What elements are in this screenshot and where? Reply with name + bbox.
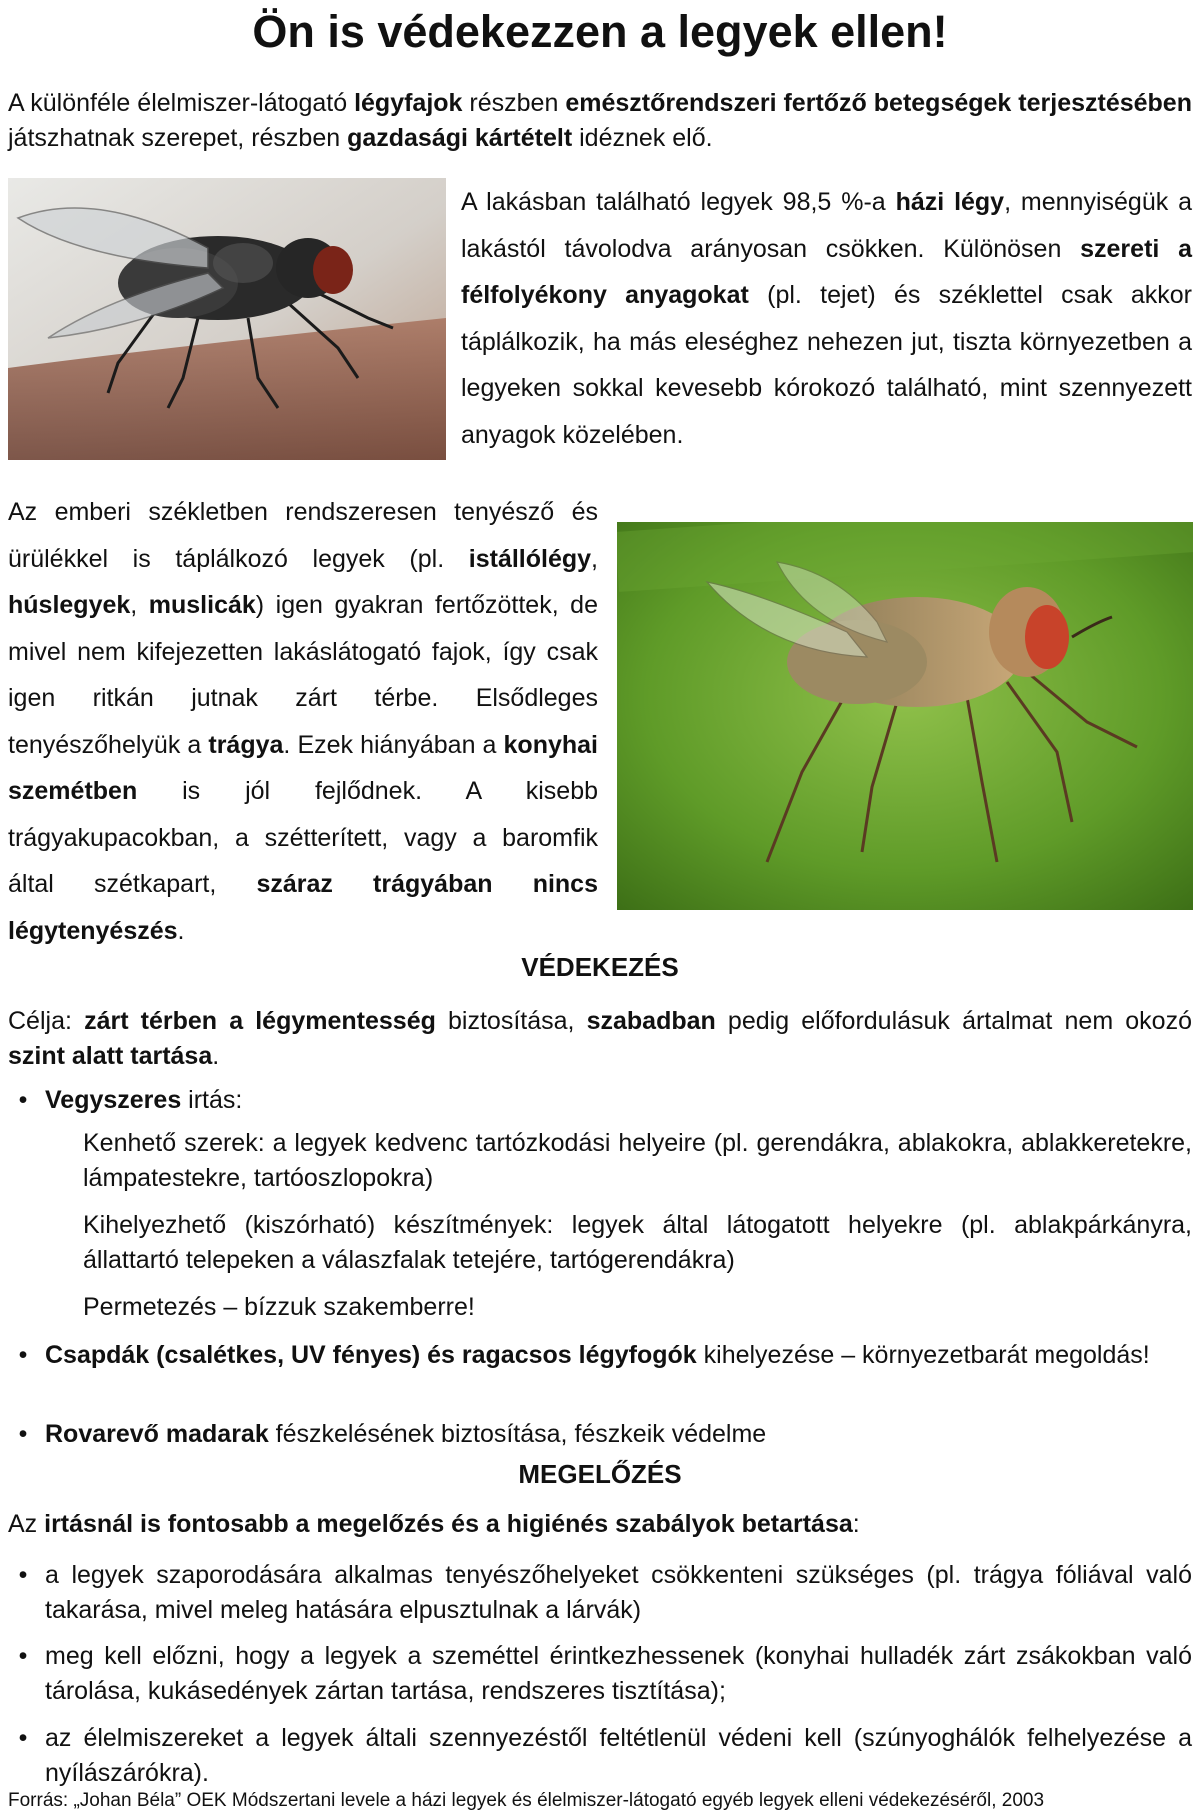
text-run: részben: [462, 89, 566, 117]
text-run: . Ezek hiányában a: [283, 730, 504, 759]
bold-text: irtásnál is fontosabb a megelőzés és a higiénés szabályok betartása: [44, 1510, 853, 1538]
text-run: Az emberi székletben rendszeresen tenyésző és ürülékkel is táplálkozó legyek (pl.: [8, 498, 598, 573]
text-run: :: [852, 1510, 860, 1538]
text-run: pedig előfordulásuk ártalmat nem okozó: [715, 1007, 1192, 1035]
stable-fly-photo: [617, 522, 1193, 910]
prevention-item-text: meg kell előzni, hogy a legyek a szeméttel érintkezhessenek (konyhai hulladék zárt zsákokban való tárolása, kukásedények zártan tartása, rendszeres tisztítása);: [45, 1642, 1192, 1705]
text-run: ,: [591, 544, 598, 573]
chemical-item: Kihelyezhető (kiszórható) készítmények: legyek által látogatott helyekre (pl. ablakpárkányra, állattartó telepeken a válaszfalak tetejére, tartógerendákra): [83, 1211, 1192, 1274]
bullet-symbol: •: [18, 1724, 28, 1752]
bullet-birds-text: [45, 1417, 1192, 1452]
bold-text: muslicák: [148, 591, 256, 619]
protection-heading: VÉDEKEZÉS: [521, 952, 679, 982]
prevention-intro: [8, 1507, 1192, 1542]
text-run: (pl. tejet) és széklettel csak akkor táplálkozik, ha más eleséghez nehezen jut, tiszta környezetben a legyeken sokkal kevesebb kórokozó található, mint szennyezett anyagok közelében.: [461, 281, 1192, 449]
text-run: A lakásban található legyek 98,5 %-a: [461, 188, 896, 216]
prevention-item-text: az élelmiszereket a legyek általi szennyezéstől feltétlenül védeni kell (szúnyoghálók felhelyezése a nyílászárókra).: [45, 1724, 1192, 1787]
text-run: ) igen gyakran fertőzöttek, de mivel nem kifejezetten lakáslátogató fajok, így csak igen ritkán jutnak zárt térbe. Elsődleges tenyészőhelyük a: [8, 591, 598, 759]
prevention-heading: MEGELŐZÉS: [518, 1459, 682, 1489]
source-citation: Forrás: „Johan Béla” OEK Módszertani levele a házi legyek és élelmiszer-látogató egyéb legyek elleni védekezéséről, 2003: [8, 1790, 1045, 1811]
text-run: .: [177, 916, 185, 945]
house-fly-paragraph: [461, 179, 1192, 458]
other-flies-paragraph: [8, 489, 598, 954]
prevention-item: [8, 1639, 1192, 1709]
text-run: A különféle élelmiszer-látogató: [8, 89, 355, 117]
prevention-item: [8, 1558, 1192, 1628]
bold-text: szereti a félfolyékony anyagokat: [461, 234, 1192, 309]
page-title: Ön is védekezzen a legyek ellen!: [252, 6, 948, 57]
text-run: kihelyezése – környezetbarát megoldás!: [696, 1341, 1150, 1369]
bold-text: házi légy: [895, 188, 1005, 216]
text-run: idéznek elő.: [572, 124, 713, 152]
bullet-birds: [8, 1417, 1192, 1452]
bold-text: zárt térben a légymentesség: [84, 1007, 436, 1035]
bullet-symbol: •: [18, 1420, 28, 1448]
bold-text: szabadban: [586, 1007, 716, 1035]
bold-text: húslegyek: [8, 591, 131, 619]
bullet-traps: [8, 1338, 1192, 1373]
bullet-symbol: •: [18, 1561, 28, 1589]
bold-text: szint alatt tartása: [8, 1042, 213, 1070]
bold-text: emésztőrendszeri fertőző betegségek terjesztésében: [565, 89, 1192, 117]
bold-text: gazdasági kártételt: [347, 124, 573, 152]
text-run: , mennyiségük a lakástól távolodva arányosan csökken. Különösen: [461, 188, 1193, 263]
bullet-symbol: •: [18, 1341, 28, 1369]
bold-text: trágya: [208, 730, 284, 759]
bold-text: Csapdák (csalétkes, UV fényes) és ragacsos légyfogók: [45, 1341, 697, 1369]
text-run: játszhatnak szerepet, részben: [8, 124, 348, 152]
bold-text: Vegyszeres: [45, 1086, 182, 1114]
chemical-item: Kenhető szerek: a legyek kedvenc tartózkodási helyeire (pl. gerendákra, ablakokra, ablakkeretekre, lámpatestekre, tartóoszlopokra): [83, 1129, 1192, 1192]
house-fly-photo: [8, 178, 446, 460]
intro-paragraph: [8, 86, 1192, 156]
bold-text: konyhai szemétben: [8, 730, 598, 805]
text-run: ,: [130, 591, 149, 619]
text-run: irtás:: [181, 1086, 243, 1114]
bullet-traps-text: [45, 1338, 1192, 1373]
bullet-symbol: •: [18, 1086, 28, 1114]
text-run: .: [212, 1042, 220, 1070]
text-run: fészkelésének biztosítása, fészkeik védelme: [268, 1420, 767, 1448]
prevention-item-text: a legyek szaporodására alkalmas tenyészőhelyeket csökkenteni szükséges (pl. trágya fóliával való takarása, mivel meleg hatására elpusztulnak a lárvák): [45, 1561, 1192, 1624]
text-run: Az: [8, 1510, 45, 1538]
bold-text: száraz trágyában nincs légytenyészés: [8, 870, 598, 945]
text-run: biztosítása,: [435, 1007, 587, 1035]
protection-goal: [8, 1004, 1192, 1074]
text-run: Célja:: [8, 1007, 85, 1035]
bold-text: légyfajok: [354, 89, 463, 117]
bullet-chemical: [8, 1083, 1192, 1118]
bullet-symbol: •: [18, 1642, 28, 1670]
prevention-item: [8, 1721, 1192, 1791]
chemical-item: Permetezés – bízzuk szakemberre!: [83, 1293, 475, 1321]
bold-text: Rovarevő madarak: [45, 1420, 269, 1448]
bold-text: istállólégy: [468, 544, 592, 573]
bullet-chemical-text: [45, 1083, 1192, 1118]
text-run: is jól fejlődnek. A kisebb trágyakupacokban, a szétterített, vagy a baromfik által szétkapart,: [8, 777, 598, 898]
